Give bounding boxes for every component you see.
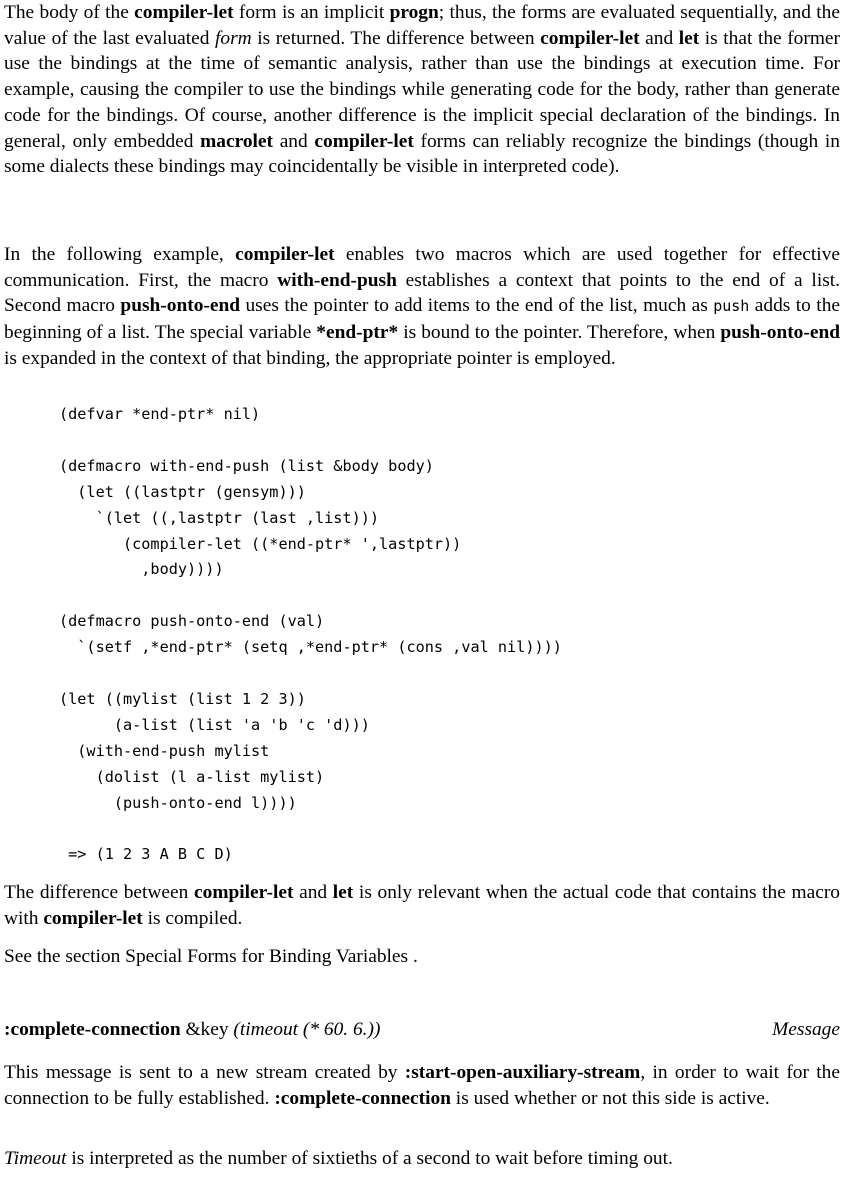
term-end-ptr: *end-ptr* (316, 322, 399, 344)
entry-header (4, 1017, 840, 1042)
term-compiler-let: compiler-let (43, 907, 143, 929)
term-push-onto-end: push-onto-end (120, 295, 241, 317)
paragraph-compiler-let-semantics: The body of the compiler-let form is an implicit progn; thus, the forms are evaluated sequentially, and the value of the last evaluated form is returned. The difference between compiler-let and let is that the former use the bindings at the time of semantic analysis, rather than use the bindings at execution time. For example, causing the compiler to use the bindings while generating code for the body, rather than generate code for the bindings. Of course, another difference is the implicit special declaration of the bindings. In general, only embedded macrolet and compiler-let forms can reliably recognize the bindings (though in some dialects these bindings may coincidentally be visible in interpreted code). (4, 2, 840, 178)
paragraph-see-also: See the section Special Forms for Binding Variables . (4, 946, 418, 967)
code-push: push (713, 297, 750, 316)
term-timeout: Timeout (4, 1148, 67, 1169)
entry-kind: Message (772, 1019, 840, 1040)
term-complete-connection: :complete-connection (274, 1087, 451, 1109)
term-progn: progn (389, 2, 439, 23)
term-let: let (678, 27, 700, 49)
term-compiler-let: compiler-let (235, 244, 335, 265)
term-compiler-let: compiler-let (134, 2, 234, 23)
term-macrolet: macrolet (200, 130, 273, 152)
term-compiler-let: compiler-let (194, 882, 294, 903)
paragraph-example-intro: In the following example, compiler-let enables two macros which are used together for effective communication. First, the macro with-end-push establishes a context that points to the end of a list. Second macro push-onto-end uses the pointer to add items to the end of the list, much as push adds to the beginning of a list. The special variable *end-ptr* is bound to the pointer. Therefore, when push-onto-end is expanded in the context of that binding, the appropriate pointer is employed. (4, 244, 841, 369)
entry-name: :complete-connection (4, 1019, 181, 1040)
term-with-end-push: with-end-push (277, 269, 397, 291)
paragraph-difference-note: The difference between compiler-let and let is only relevant when the actual code that contains the macro with compiler-let is compiled. (4, 882, 840, 929)
entry-lambda-key: &key (180, 1019, 234, 1040)
term-compiler-let: compiler-let (540, 27, 640, 49)
code-example: (defvar *end-ptr* nil) (defmacro with-end-push (list &body body) (let ((lastptr (gensym))) `(let ((,lastptr (last ,list))) (compiler-let ((*end-ptr* ',lastptr)) ,body)))) (defmacro push-onto-end (val) `(setf ,*end-ptr* (setq ,*end-ptr* (cons ,val nil)))) (let ((mylist (list 1 2 3)) (a-list (list 'a 'b 'c 'd))) (with-end-push mylist (dolist (l a-list mylist) (push-onto-end l)))) => (1 2 3 A B C D) (59, 405, 562, 864)
paragraph-message-description: This message is sent to a new stream created by :start-open-auxiliary-stream, in order to wait for the connection to be fully established. :complete-connection is used whether or not this side is active. (4, 1062, 840, 1109)
see-also-link[interactable]: Special Forms for Binding Variables (125, 946, 409, 967)
term-compiler-let: compiler-let (314, 130, 414, 152)
entry-args: (timeout (* 60. 6.)) (233, 1019, 381, 1040)
paragraph-timeout: Timeout is interpreted as the number of sixtieths of a second to wait before timing out. (4, 1148, 673, 1169)
term-push-onto-end: push-onto-end (720, 322, 841, 344)
term-form: form (214, 27, 252, 49)
term-start-open-auxiliary-stream: :start-open-auxiliary-stream (404, 1062, 641, 1083)
term-let: let (332, 882, 354, 903)
